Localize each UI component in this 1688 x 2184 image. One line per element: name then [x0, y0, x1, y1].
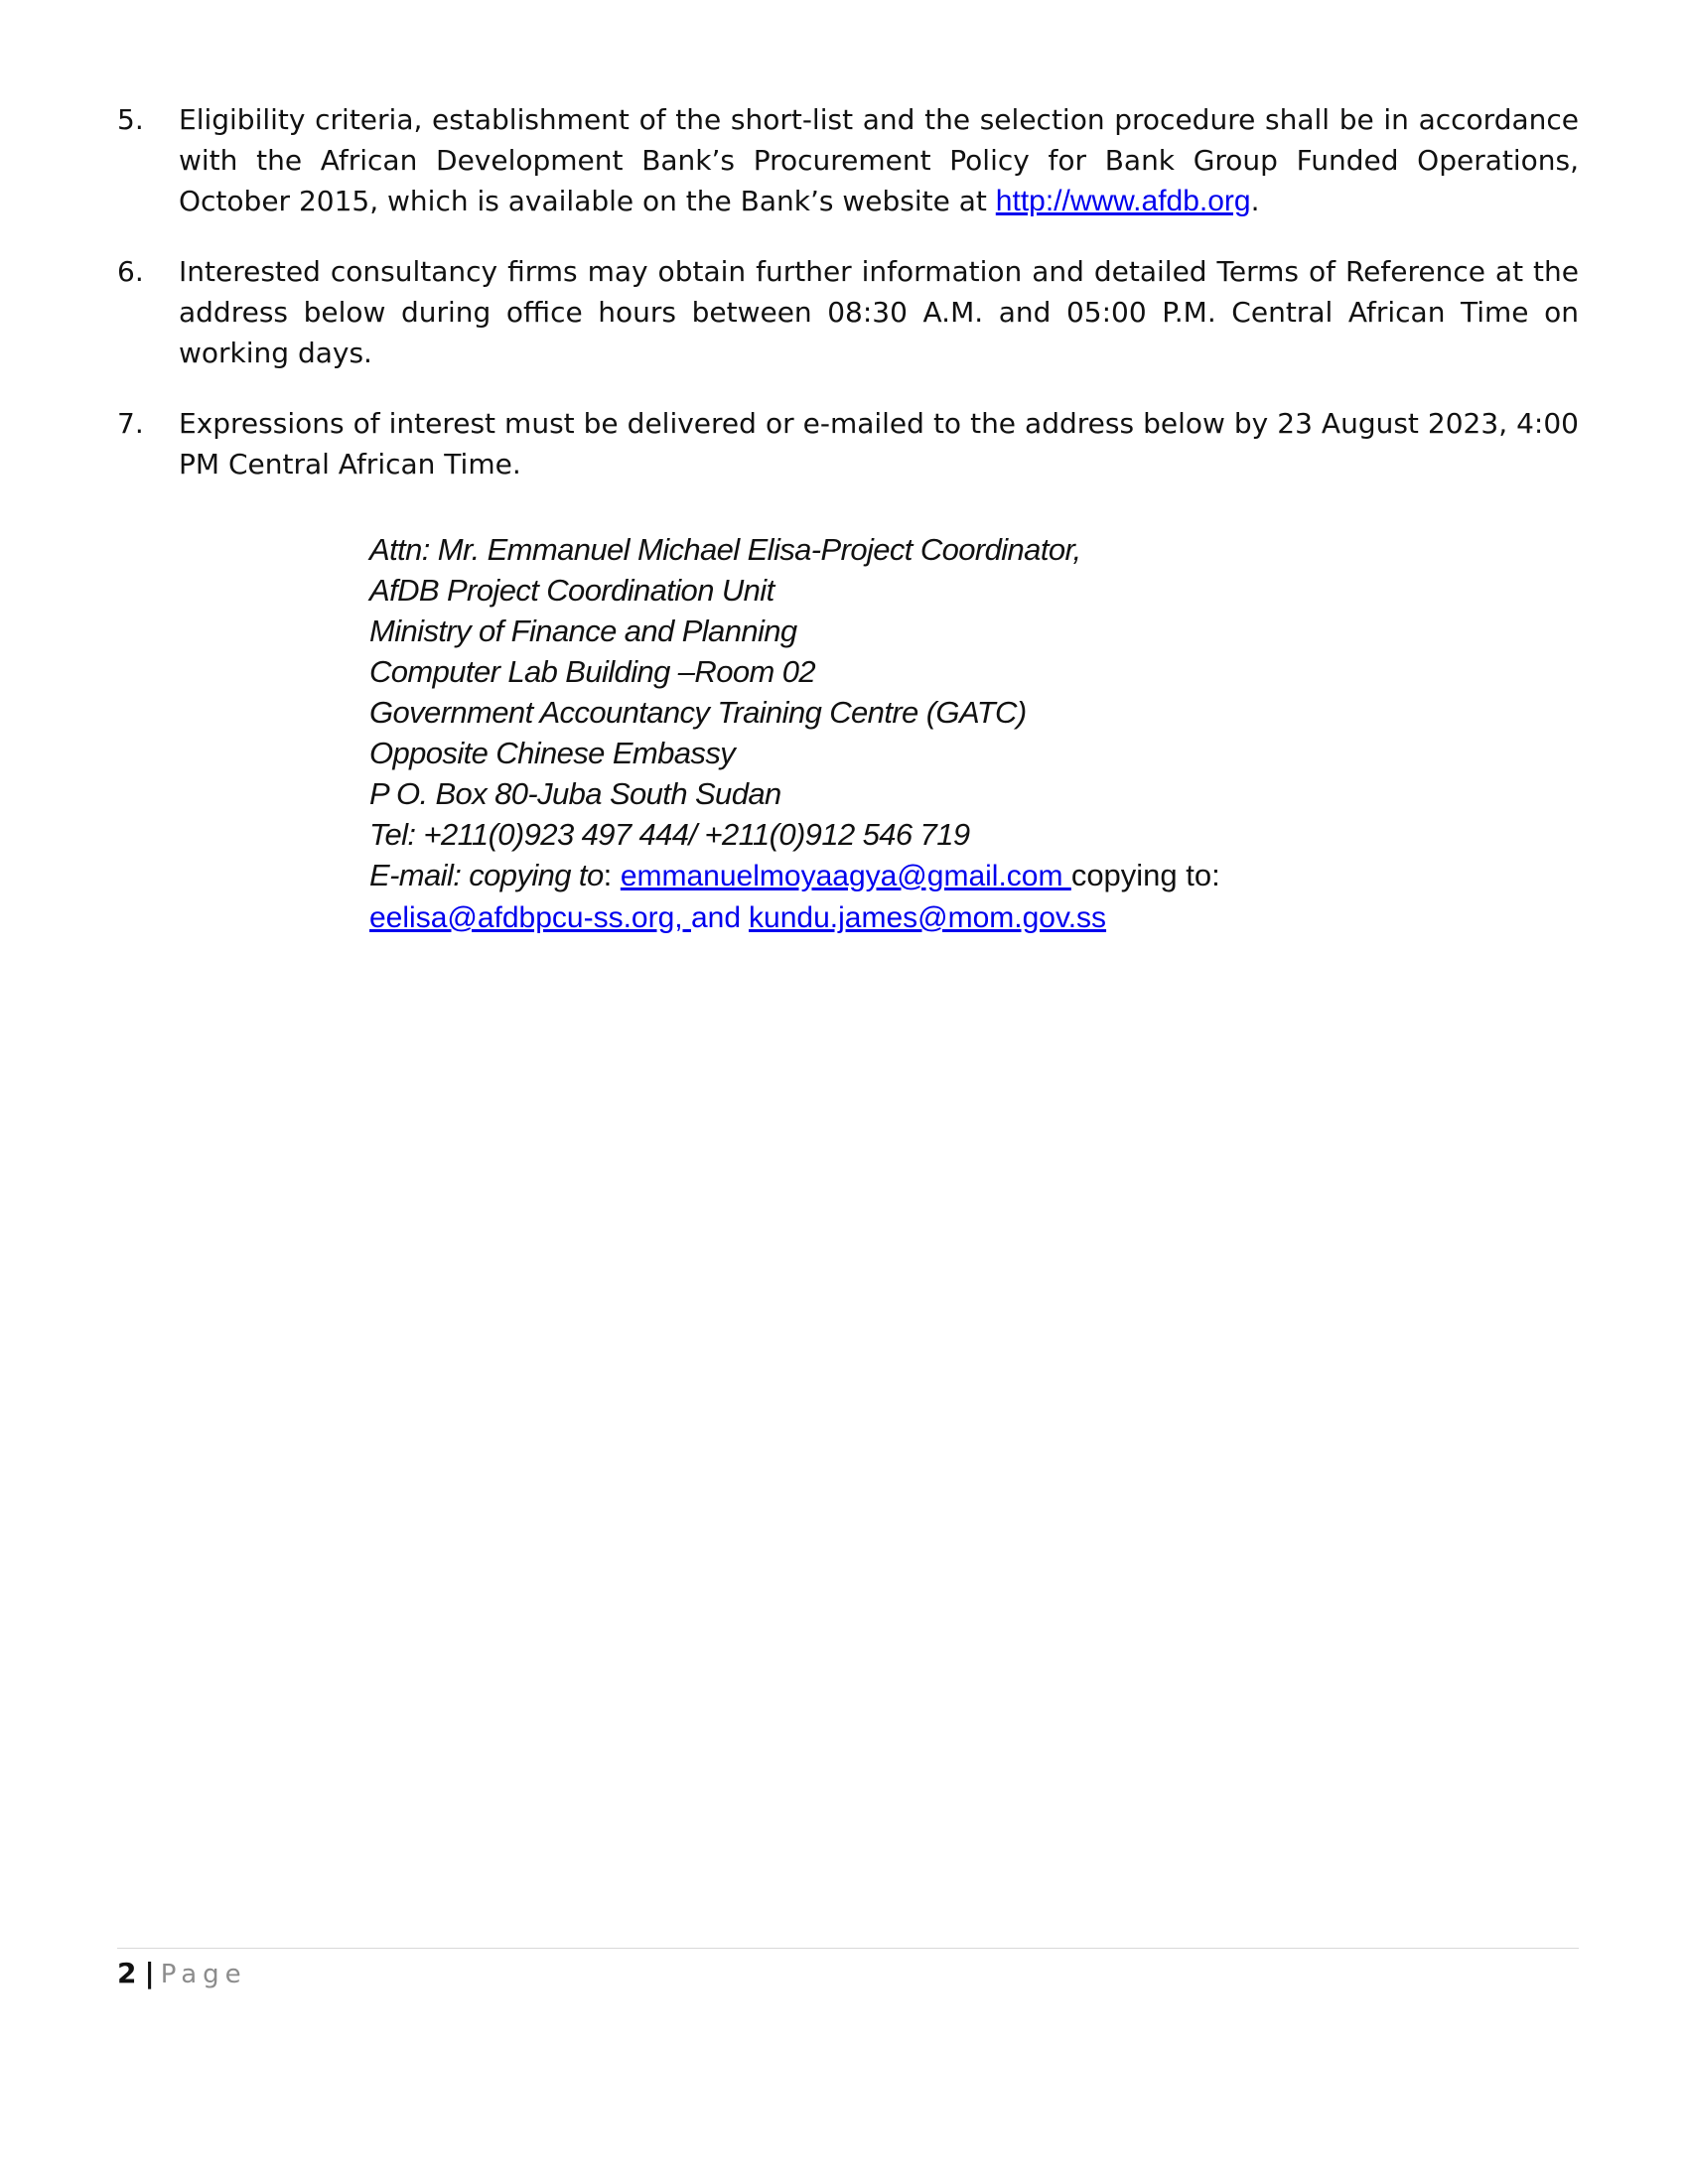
- address-centre: Government Accountancy Training Centre (GATC): [369, 695, 1027, 730]
- list-item-number: 5.: [117, 103, 144, 136]
- email-link-third[interactable]: kundu.james@mom.gov.ss: [749, 901, 1107, 934]
- list-item-number: 7.: [117, 407, 144, 440]
- address-pobox: P O. Box 80-Juba South Sudan: [369, 776, 781, 811]
- contact-address-block: [369, 529, 1561, 938]
- page-footer: [117, 1956, 247, 1992]
- email-colon: :: [603, 858, 621, 892]
- afdb-website-link[interactable]: http://www.afdb.org: [995, 185, 1251, 217]
- address-ministry: Ministry of Finance and Planning: [369, 614, 797, 648]
- list-item-number: 6.: [117, 255, 144, 288]
- address-landmark: Opposite Chinese Embassy: [369, 736, 736, 770]
- address-unit: AfDB Project Coordination Unit: [369, 573, 774, 608]
- list-item-6: [117, 251, 1579, 373]
- list-item-5: [117, 99, 1579, 221]
- list-item-7: [117, 403, 1579, 484]
- footer-separator: |: [144, 1957, 155, 1989]
- sentence-period: .: [1250, 185, 1260, 217]
- address-telephone: Tel: +211(0)923 497 444/ +211(0)912 546 719: [369, 817, 970, 852]
- email-label: E-mail: copying to: [369, 858, 604, 892]
- address-attn: Attn: Mr. Emmanuel Michael Elisa-Project Coordinator,: [369, 532, 1081, 567]
- address-email-line: [369, 855, 1561, 896]
- email-link-secondary[interactable]: eelisa@afdbpcu-ss.org,: [369, 901, 691, 934]
- page-number: 2: [117, 1957, 137, 1989]
- page-label: Page: [160, 1960, 247, 1989]
- and-word: and: [690, 901, 742, 934]
- numbered-list: [117, 99, 1579, 514]
- list-item-text: [179, 99, 1579, 221]
- list-item-text: Interested consultancy firms may obtain further information and detailed Terms of Reference at the address below during office hours between 08:30 A.M. and 05:00 P.M. Central African Time on working days.: [179, 255, 1579, 369]
- copying-to-label: copying to:: [1070, 858, 1220, 892]
- email-link-primary[interactable]: emmanuelmoyaagya@gmail.com: [620, 860, 1071, 892]
- eligibility-text: Eligibility criteria, establishment of the short-list and the selection procedure shall be in accordance with the African Development Bank’s Procurement Policy for Bank Group Funded Operations, October 2015, which is available on the Bank’s website at: [179, 103, 1579, 217]
- footer-divider: [117, 1948, 1579, 1949]
- address-building: Computer Lab Building –Room 02: [369, 654, 815, 689]
- address-email-line-2: [369, 896, 1561, 938]
- list-item-text: Expressions of interest must be delivered or e-mailed to the address below by 23 August 2023, 4:00 PM Central African Time.: [179, 407, 1579, 480]
